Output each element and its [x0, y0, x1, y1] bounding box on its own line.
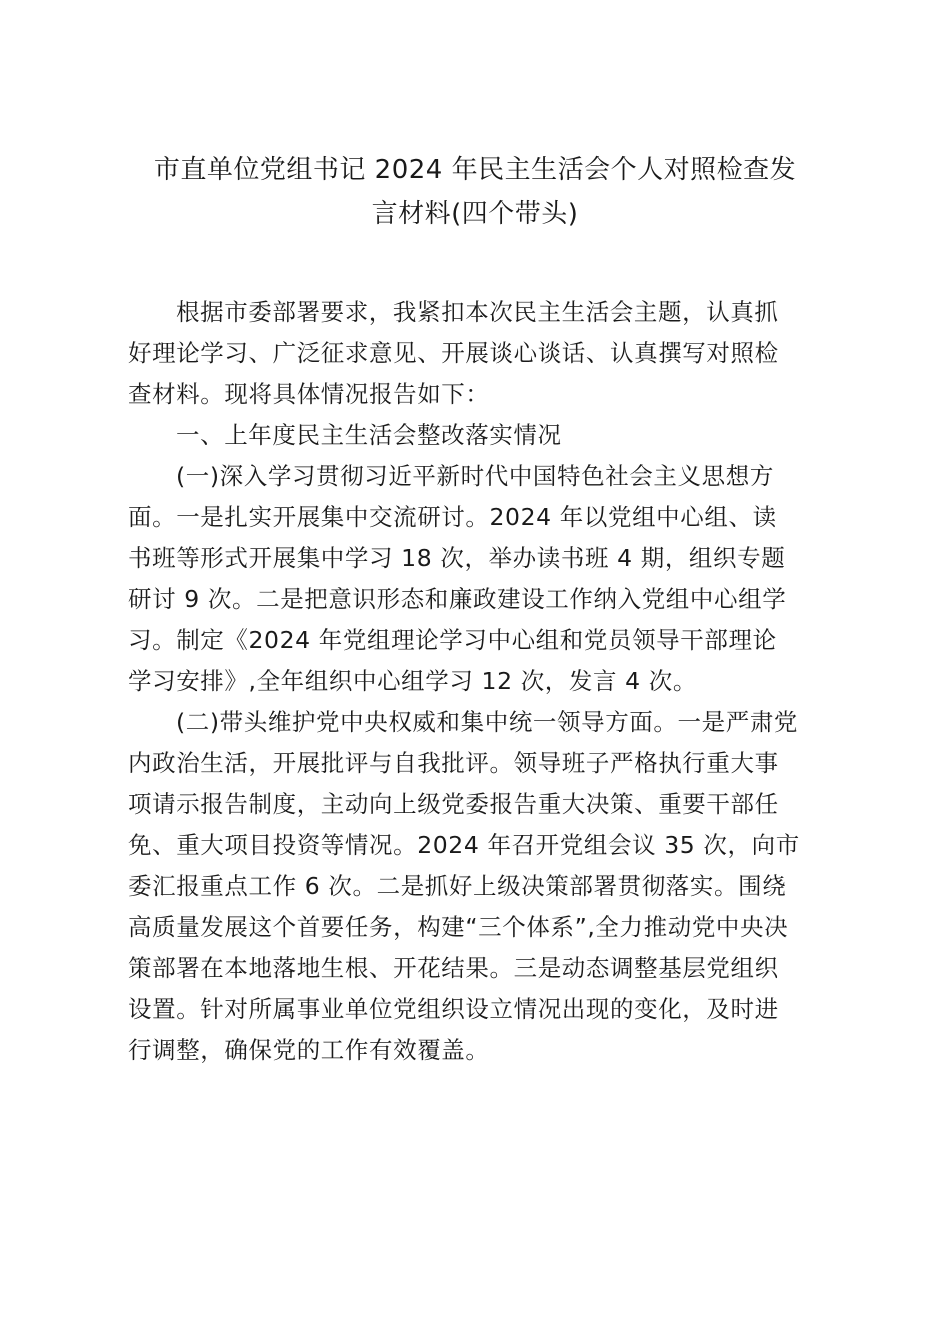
- document-title: [120, 148, 830, 236]
- text-line: 策部署在本地落地生根、开花结果。三是动态调整基层党组织: [128, 954, 779, 982]
- text-line: 面。一是扎实开展集中交流研讨。2024 年以党组中心组、读: [128, 503, 777, 531]
- text-line: 行调整，确保党的工作有效覆盖。: [128, 1036, 490, 1064]
- text-line: 书班等形式开展集中学习 18 次，举办读书班 4 期，组织专题: [128, 544, 786, 572]
- text-line: 研讨 9 次。二是把意识形态和廉政建设工作纳入党组中心组学: [128, 585, 787, 613]
- document-body: [128, 292, 824, 1071]
- title-line-2: 言材料(四个带头): [371, 199, 579, 229]
- text-line: 项请示报告制度，主动向上级党委报告重大决策、重要干部任: [128, 790, 779, 818]
- text-line: 设置。针对所属事业单位党组织设立情况出现的变化，及时进: [128, 995, 779, 1023]
- text-line: 查材料。现将具体情况报告如下：: [128, 380, 490, 408]
- text-line: 内政治生活，开展批评与自我批评。领导班子严格执行重大事: [128, 749, 779, 777]
- text-line: 高质量发展这个首要任务，构建“三个体系”,全力推动党中央决: [128, 913, 789, 941]
- text-line: (二)带头维护党中央权威和集中统一领导方面。一是严肃党: [176, 708, 799, 736]
- paragraph-intro: [128, 292, 824, 415]
- heading-line: 一、上年度民主生活会整改落实情况: [176, 421, 562, 449]
- text-line: 根据市委部署要求，我紧扣本次民主生活会主题，认真抓: [176, 298, 779, 326]
- text-line: 委汇报重点工作 6 次。二是抓好上级决策部署贯彻落实。围绕: [128, 872, 787, 900]
- paragraph-subsection-1: [128, 456, 824, 702]
- text-line: 习。制定《2024 年党组理论学习中心组和党员领导干部理论: [128, 626, 777, 654]
- section-heading-1: [128, 415, 824, 456]
- title-line-1: 市直单位党组书记 2024 年民主生活会个人对照检查发: [153, 155, 797, 185]
- text-line: 好理论学习、广泛征求意见、开展谈心谈话、认真撰写对照检: [128, 339, 779, 367]
- text-line: 免、重大项目投资等情况。2024 年召开党组会议 35 次，向市: [128, 831, 800, 859]
- text-line: 学习安排》,全年组织中心组学习 12 次，发言 4 次。: [128, 667, 698, 695]
- text-line: (一)深入学习贯彻习近平新时代中国特色社会主义思想方: [176, 462, 774, 490]
- paragraph-subsection-2: [128, 702, 824, 1071]
